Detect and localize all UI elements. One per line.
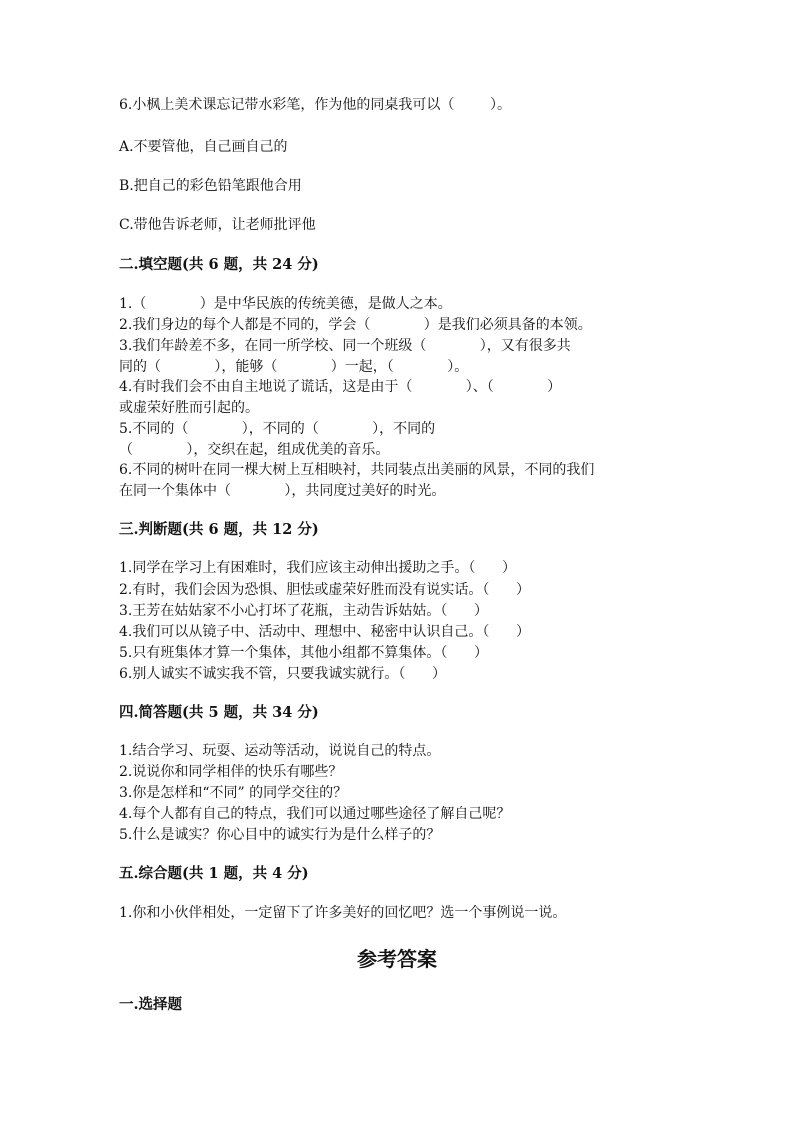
short-answer-line: 1.结合学习、玩耍、运动等活动，说说自己的特点。 bbox=[119, 743, 441, 759]
short-answer-line: 4.每个人都有自己的特点，我们可以通过哪些途径了解自己呢？ bbox=[119, 806, 511, 822]
fill-line: 1.（ ）是中华民族的传统美德，是做人之本。 bbox=[119, 296, 452, 312]
fill-line: 或虚荣好胜而引起的。 bbox=[119, 400, 259, 416]
short-answer-line: 2.说说你和同学相伴的快乐有哪些？ bbox=[119, 764, 343, 780]
answer-key-title: 参考答案 bbox=[357, 947, 437, 971]
comprehensive-line: 1.你和小伙伴相处，一定留下了许多美好的回忆吧？选一个事例说一说。 bbox=[119, 905, 567, 921]
question-6-stem: 6.小枫上美术课忘记带水彩笔，作为他的同桌我可以（ ）。 bbox=[119, 97, 511, 113]
judge-line: 3.王芳在姑姑家不小心打坏了花瓶，主动告诉姑姑。（ ） bbox=[119, 603, 489, 619]
fill-line: （ ），交织在起，组成优美的音乐。 bbox=[119, 442, 390, 458]
section-5-heading: 五.综合题(共 1 题，共 4 分) bbox=[119, 865, 309, 882]
question-6-option-b: B.把自己的彩色铅笔跟他合用 bbox=[119, 178, 302, 194]
section-3-heading: 三.判断题(共 6 题，共 12 分) bbox=[119, 521, 319, 538]
fill-line: 4.有时我们会不由自主地说了谎话，这是由于（ ）、（ ） bbox=[119, 379, 562, 395]
fill-line: 同的（ ），能够（ ）一起，（ ）。 bbox=[119, 359, 469, 375]
question-6-option-c: C.带他告诉老师，让老师批评他 bbox=[119, 217, 316, 233]
section-2-heading: 二.填空题(共 6 题，共 24 分) bbox=[119, 256, 319, 273]
judge-line: 6.别人诚实不诚实我不管，只要我诚实就行。（ ） bbox=[119, 666, 447, 682]
fill-line: 3.我们年龄差不多，在同一所学校、同一个班级（ ），又有很多共 bbox=[119, 338, 571, 354]
fill-line: 5.不同的（ ），不同的（ ），不同的 bbox=[119, 421, 436, 437]
judge-line: 4.我们可以从镜子中、活动中、理想中、秘密中认识自己。（ ） bbox=[119, 624, 531, 640]
judge-line: 2.有时，我们会因为恐惧、胆怯或虚荣好胜而没有说实话。（ ） bbox=[119, 582, 531, 598]
fill-line: 2.我们身边的每个人都是不同的，学会（ ）是我们必须具备的本领。 bbox=[119, 317, 592, 333]
short-answer-line: 5.什么是诚实？你心目中的诚实行为是什么样子的？ bbox=[119, 827, 441, 843]
fill-line: 6.不同的树叶在同一棵大树上互相映衬，共同装点出美丽的风景，不同的我们 bbox=[119, 462, 595, 478]
judge-line: 1.同学在学习上有困难时，我们应该主动伸出援助之手。（ ） bbox=[119, 560, 517, 576]
judge-line: 5.只有班集体才算一个集体，其他小组都不算集体。（ ） bbox=[119, 645, 489, 661]
answer-section-1-heading: 一.选择题 bbox=[119, 996, 183, 1013]
question-6-option-a: A.不要管他，自己画自己的 bbox=[119, 139, 288, 155]
fill-line: 在同一个集体中（ ），共同度过美好的时光。 bbox=[119, 483, 446, 499]
short-answer-line: 3.你是怎样和“不同” 的同学交往的？ bbox=[119, 785, 348, 801]
section-4-heading: 四.简答题(共 5 题，共 34 分) bbox=[119, 704, 319, 721]
